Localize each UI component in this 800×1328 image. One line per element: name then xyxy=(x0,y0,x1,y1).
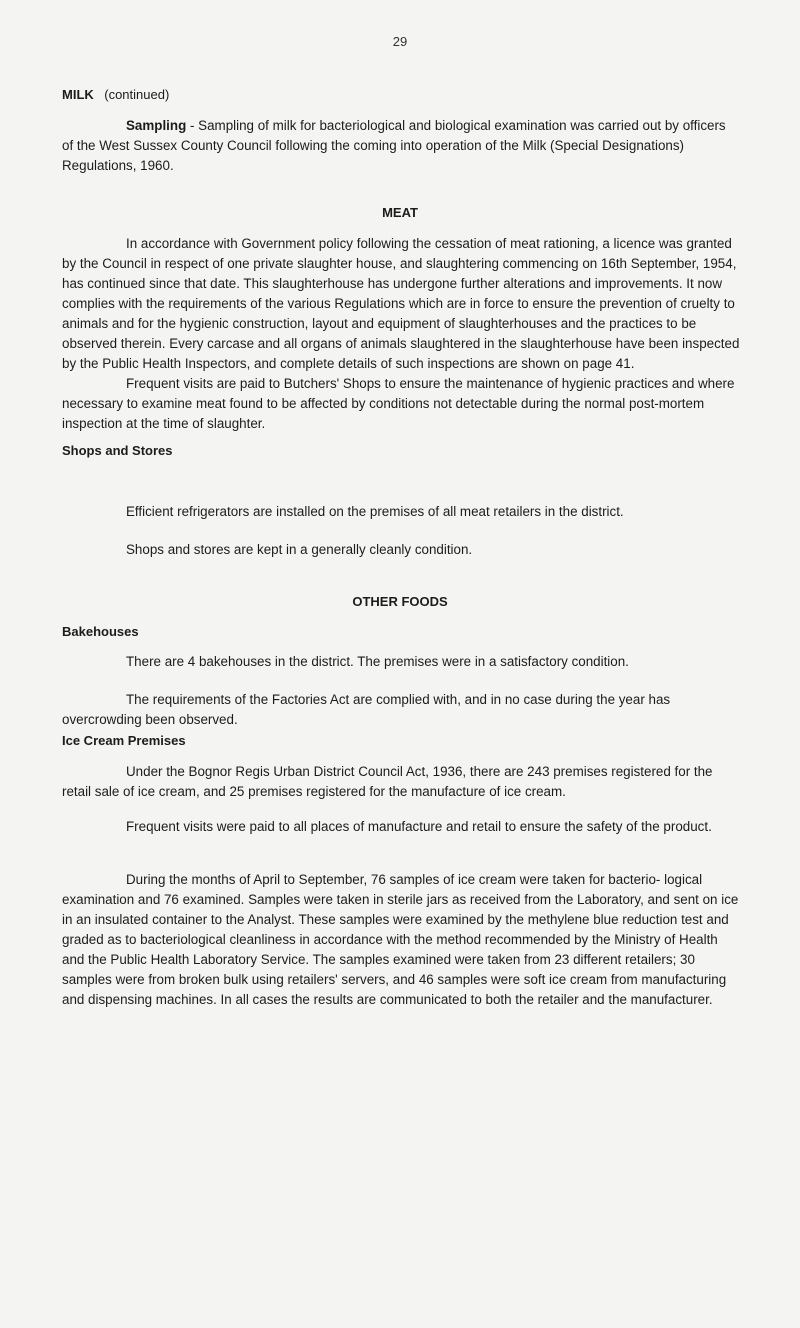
meat-heading: MEAT xyxy=(382,205,418,220)
milk-heading: MILK xyxy=(62,87,94,102)
shops-heading: Shops and Stores xyxy=(62,443,173,458)
meat-paragraph-1: In accordance with Government policy following the cessation of meat rationing, a licence was granted by the Council in respect of one private slaughter house, and slaughtering commencing on 16th September, 1954, has continued since that date. This slaughterhouse has undergone further alterations and improvements. It now complies with the requirements of the various Regulations which are in force to ensure the prevention of cruelty to animals and for the hygienic construction, layout and equipment of slaughterhouses and the practices to be observed therein. Every carcase and all organs of animals slaughtered in the slaughterhouse have been inspected by the Public Health Inspectors, and complete details of such inspections are shown on page 41. xyxy=(62,236,740,371)
ice-cream-heading: Ice Cream Premises xyxy=(62,733,186,748)
milk-sampling-paragraph xyxy=(62,116,740,176)
sampling-lead: Sampling xyxy=(126,118,187,133)
shops-paragraph-2: Shops and stores are kept in a generally cleanly condition. xyxy=(126,542,473,557)
ice-cream-paragraph-3: During the months of April to September, 76 samples of ice cream were taken for bacterio- logical examination and 76 examined. Samples were taken in sterile jars as received from the Laboratory, and sent on ice in an insulated container to the Analyst. These samples were examined by the methylene blue reduction test and graded as to bacteriological cleanliness in accordance with the method recommended by the Ministry of Health and the Public Health Laboratory Service. The samples examined were taken from 23 different retailers; 30 samples were from broken bulk using retailers' servers, and 46 samples were soft ice cream from manufacturing and dispensing machines. In all cases the results are communicated to both the retailer and the manufacturer. xyxy=(62,872,739,1007)
sampling-text: - Sampling of milk for bacteriological and biological examination was carried out by officers of the West Sussex County Council following the coming into operation of the Milk (Special Designations) Regulations, 1960. xyxy=(62,118,726,173)
bakehouses-paragraph-2: The requirements of the Factories Act are complied with, and in no case during the year has overcrowding been observed. xyxy=(62,692,671,727)
other-foods-heading: OTHER FOODS xyxy=(352,594,448,609)
meat-paragraph-2: Frequent visits are paid to Butchers' Shops to ensure the maintenance of hygienic practices and where necessary to examine meat found to be affected by conditions not detectable during the normal post-mortem inspection at the time of slaughter. xyxy=(62,376,735,431)
milk-heading-suffix: (continued) xyxy=(104,87,170,102)
bakehouses-heading: Bakehouses xyxy=(62,624,139,639)
page-number: 29 xyxy=(392,34,408,49)
ice-cream-paragraph-2: Frequent visits were paid to all places of manufacture and retail to ensure the safety of the product. xyxy=(126,819,712,834)
ice-cream-paragraph-1: Under the Bognor Regis Urban District Council Act, 1936, there are 243 premises registered for the retail sale of ice cream, and 25 premises registered for the manufacture of ice cream. xyxy=(62,764,713,799)
bakehouses-paragraph-1: There are 4 bakehouses in the district. The premises were in a satisfactory condition. xyxy=(126,654,629,669)
shops-paragraph-1: Efficient refrigerators are installed on the premises of all meat retailers in the district. xyxy=(126,504,624,519)
milk-heading-line xyxy=(62,86,740,104)
